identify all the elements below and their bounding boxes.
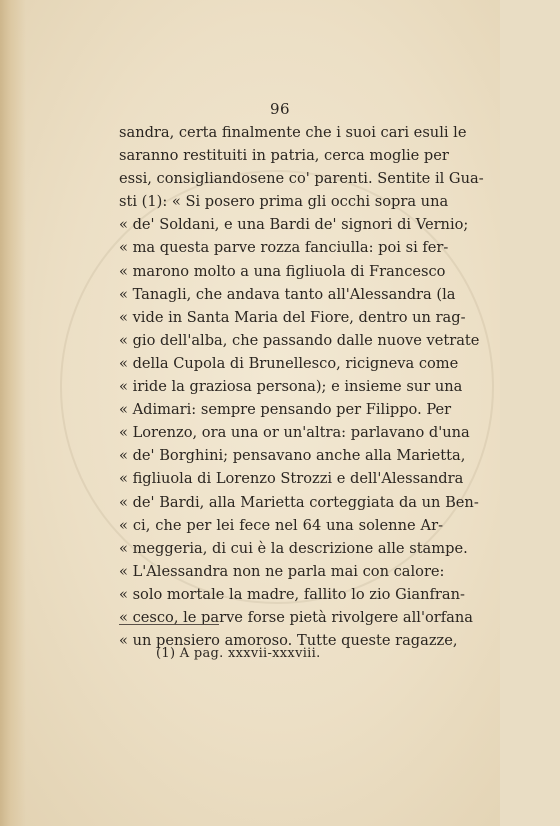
- text-line: « L'Alessandra non ne parla mai con calore:: [119, 562, 445, 580]
- text-line: « marono molto a una figliuola di Francesco: [119, 262, 446, 280]
- text-line: « ma questa parve rozza fanciulla: poi si fer-: [119, 239, 449, 257]
- text-line: « iride la graziosa persona); e insieme sur una: [119, 378, 463, 396]
- text-line: « Adimari: sempre pensando per Filippo. Per: [119, 401, 452, 419]
- text-line: « cesco, le parve forse pietà rivolgere all'orfana: [119, 608, 473, 626]
- text-line: « meggeria, di cui è la descrizione alle stampe.: [119, 539, 468, 557]
- text-line: essi, consigliandosene co' parenti. Sentite il Gua-: [119, 170, 484, 188]
- text-line: « della Cupola di Brunellesco, ricigneva come: [119, 354, 459, 372]
- text-line: sandra, certa finalmente che i suoi cari esuli le: [119, 124, 467, 141]
- text-line: « ci, che per lei fece nel 64 una solenne Ar-: [119, 516, 443, 534]
- text-line: sti (1): « Si posero prima gli occhi sopra una: [119, 193, 449, 211]
- page-number: 96: [269, 100, 291, 118]
- text-line: « de' Soldani, e una Bardi de' signori di Vernio;: [119, 216, 469, 234]
- text-line: « Tanagli, che andava tanto all'Alessandra (la: [119, 285, 456, 303]
- text-line: « gio dell'alba, che passando dalle nuove vetrate: [119, 331, 480, 349]
- footnote: (1) A pag. xxxvii-xxxviii.: [156, 646, 321, 661]
- text-line: « de' Borghini; pensavano anche alla Marietta,: [119, 447, 466, 465]
- text-line: « solo mortale la madre, fallito lo zio Gianfran-: [119, 585, 465, 603]
- text-line: « Lorenzo, ora una or un'altra: parlavano d'una: [119, 424, 470, 442]
- text-line: « vide in Santa Maria del Fiore, dentro un rag-: [119, 308, 466, 326]
- text-line: « figliuola di Lorenzo Strozzi e dell'Alessandra: [119, 470, 464, 488]
- page-gutter-shadow: [0, 0, 26, 826]
- text-line: saranno restituiti in patria, cerca moglie per: [119, 147, 449, 165]
- text-line: « de' Bardi, alla Marietta corteggiata da un Ben-: [119, 493, 479, 511]
- body-text: [119, 121, 484, 652]
- text-line: « un pensiero amoroso. Tutte queste ragazze,: [119, 632, 458, 650]
- footnote-separator: [119, 624, 219, 625]
